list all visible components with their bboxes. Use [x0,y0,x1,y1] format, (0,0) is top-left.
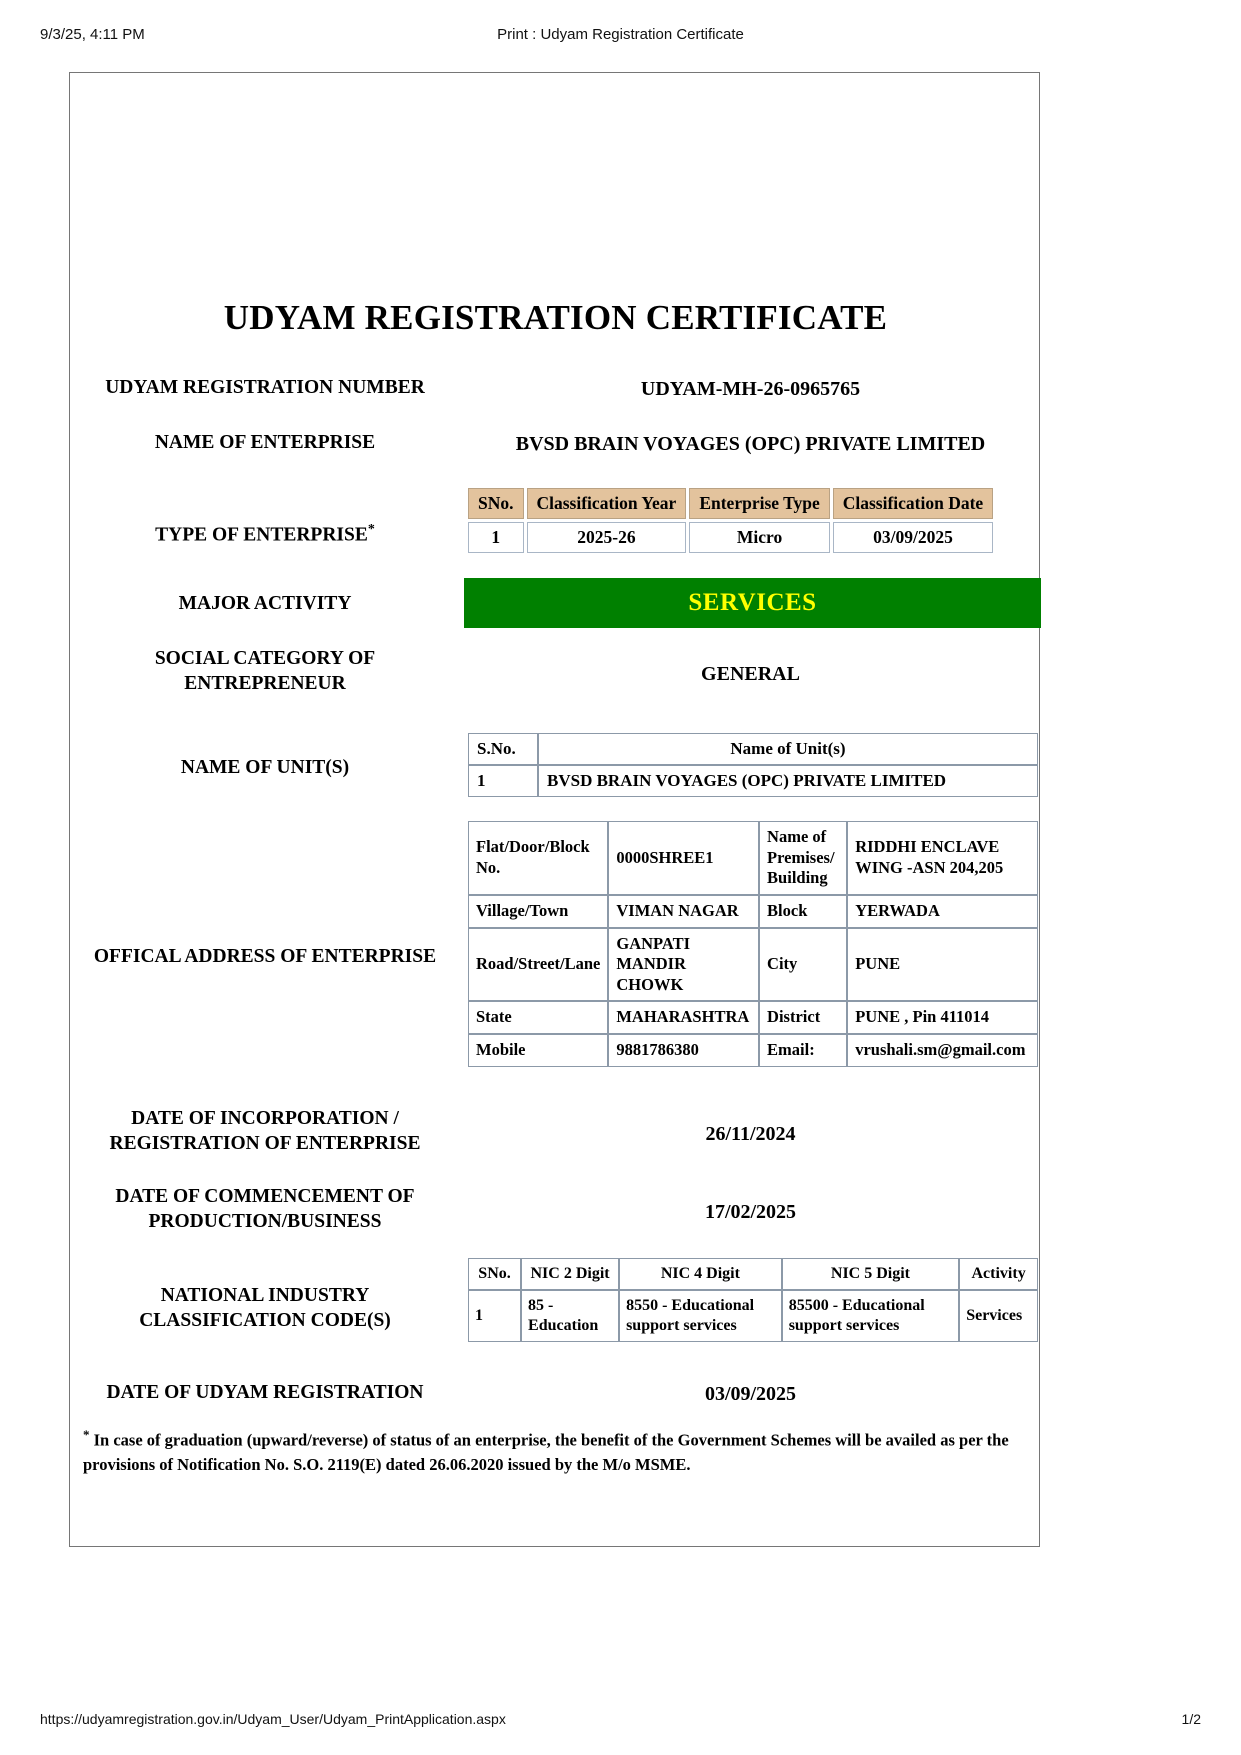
address-label-flat-door-block: Flat/Door/Block No. [468,821,608,895]
classification-cell-enterprise-type: Micro [689,522,829,553]
browser-print-header [0,26,1241,48]
address-value-email: vrushali.sm@gmail.com [847,1034,1038,1067]
nic-header-4digit: NIC 4 Digit [619,1258,782,1290]
address-label-road-street-lane: Road/Street/Lane [468,928,608,1002]
nic-cell-2digit: 85 - Education [521,1290,619,1342]
footnote [83,1425,1031,1478]
date-of-udyam-registration-value: 03/09/2025 [704,1383,797,1405]
type-of-enterprise-label-text: TYPE OF ENTERPRISE [155,524,368,546]
address-value-city: PUNE [847,928,1038,1002]
unit-cell-sno: 1 [468,765,538,797]
address-label-block: Block [759,895,847,928]
social-category-label [70,647,460,697]
address-label-city: City [759,928,847,1002]
table-row [468,1034,1038,1067]
table-row [468,821,1038,895]
unit-header-sno: S.No. [468,733,538,765]
enterprise-name-value: BVSD BRAIN VOYAGES (OPC) PRIVATE LIMITED [515,433,986,455]
classification-cell-date: 03/09/2025 [833,522,993,553]
table-row [468,522,993,553]
major-activity-banner [464,578,1041,628]
date-of-commencement-value: 17/02/2025 [704,1201,797,1223]
page-title: UDYAM REGISTRATION CERTIFICATE [223,298,888,337]
table-row [468,895,1038,928]
unit-cell-name: BVSD BRAIN VOYAGES (OPC) PRIVATE LIMITED [538,765,1038,797]
address-value-premises: RIDDHI ENCLAVE WING -ASN 204,205 [847,821,1038,895]
address-value-state: MAHARASHTRA [608,1001,759,1034]
address-label-premises: Name of Premises/ Building [759,821,847,895]
print-page-number: 1/2 [1181,1711,1201,1727]
official-address-label: OFFICAL ADDRESS OF ENTERPRISE [93,946,437,967]
unit-header-name: Name of Unit(s) [538,733,1038,765]
footnote-star: * [83,1427,90,1442]
address-label-mobile: Mobile [468,1034,608,1067]
date-of-commencement-label-line2: PRODUCTION/BUSINESS [148,1210,382,1232]
table-row [468,1290,1038,1342]
nic-cell-5digit: 85500 - Educational support services [782,1290,960,1342]
address-value-district: PUNE , Pin 411014 [847,1001,1038,1034]
address-value-block: YERWADA [847,895,1038,928]
nic-cell-4digit: 8550 - Educational support services [619,1290,782,1342]
nic-cell-activity: Services [959,1290,1038,1342]
social-category-label-line1: SOCIAL CATEGORY OF [154,648,376,669]
nic-header-2digit: NIC 2 Digit [521,1258,619,1290]
footnote-text: In case of graduation (upward/reverse) of status of an enterprise, the benefit of the Government Schemes will be availed as per the provisions of Notification No. S.O. 2119(E) dated 26.06.2020 issued by the M/o MSME. [83,1430,1009,1475]
date-of-commencement-label [70,1185,460,1235]
table-row [468,928,1038,1002]
registration-number-label: UDYAM REGISTRATION NUMBER [105,377,425,398]
enterprise-name-label: NAME OF ENTERPRISE [154,432,376,453]
nic-header-sno: SNo. [468,1258,521,1290]
date-of-commencement-label-line1: DATE OF COMMENCEMENT OF [115,1186,415,1207]
date-of-incorporation-label-line1: DATE OF INCORPORATION / [131,1108,399,1129]
date-of-udyam-registration-label: DATE OF UDYAM REGISTRATION [106,1382,424,1403]
name-of-units-label: NAME OF UNIT(S) [180,757,350,778]
date-of-incorporation-label-line2: REGISTRATION OF ENTERPRISE [109,1132,421,1154]
classification-table [465,485,996,556]
registration-number-value: UDYAM-MH-26-0965765 [640,378,861,400]
date-of-incorporation-value: 26/11/2024 [705,1123,796,1145]
classification-cell-sno: 1 [468,522,524,553]
address-label-district: District [759,1001,847,1034]
nic-codes-label [70,1284,460,1334]
certificate-page [69,72,1040,1547]
address-label-email: Email: [759,1034,847,1067]
major-activity-value: SERVICES [688,589,817,616]
classification-header-year: Classification Year [527,488,687,519]
address-label-state: State [468,1001,608,1034]
table-row [468,1001,1038,1034]
table-header-row [468,1258,1038,1290]
classification-cell-year: 2025-26 [527,522,687,553]
classification-header-date: Classification Date [833,488,993,519]
nic-codes-label-line1: NATIONAL INDUSTRY [160,1285,370,1306]
type-of-enterprise-label [70,521,460,548]
address-value-village-town: VIMAN NAGAR [608,895,759,928]
table-header-row [468,488,993,519]
address-table [468,821,1038,1067]
address-value-flat-door-block: 0000SHREE1 [608,821,759,895]
nic-cell-sno: 1 [468,1290,521,1342]
nic-table [468,1258,1038,1342]
social-category-value: GENERAL [701,663,800,685]
classification-header-sno: SNo. [468,488,524,519]
print-timestamp: 9/3/25, 4:11 PM [40,26,145,43]
unit-table [468,733,1038,797]
print-page-title: Print : Udyam Registration Certificate [497,26,744,43]
nic-codes-label-line2: CLASSIFICATION CODE(S) [139,1309,391,1331]
type-of-enterprise-footnote-marker: * [367,522,375,537]
classification-header-enterprise-type: Enterprise Type [689,488,829,519]
address-value-road-street-lane: GANPATI MANDIR CHOWK [608,928,759,1002]
social-category-label-line2: ENTREPRENEUR [184,672,346,694]
nic-header-5digit: NIC 5 Digit [782,1258,960,1290]
address-label-village-town: Village/Town [468,895,608,928]
major-activity-label: MAJOR ACTIVITY [178,593,352,614]
date-of-incorporation-label [70,1107,460,1157]
nic-header-activity: Activity [959,1258,1038,1290]
table-header-row [468,733,1038,765]
table-row [468,765,1038,797]
address-value-mobile: 9881786380 [608,1034,759,1067]
print-source-url: https://udyamregistration.gov.in/Udyam_User/Udyam_PrintApplication.aspx [40,1711,506,1727]
browser-print-footer [0,1711,1241,1733]
